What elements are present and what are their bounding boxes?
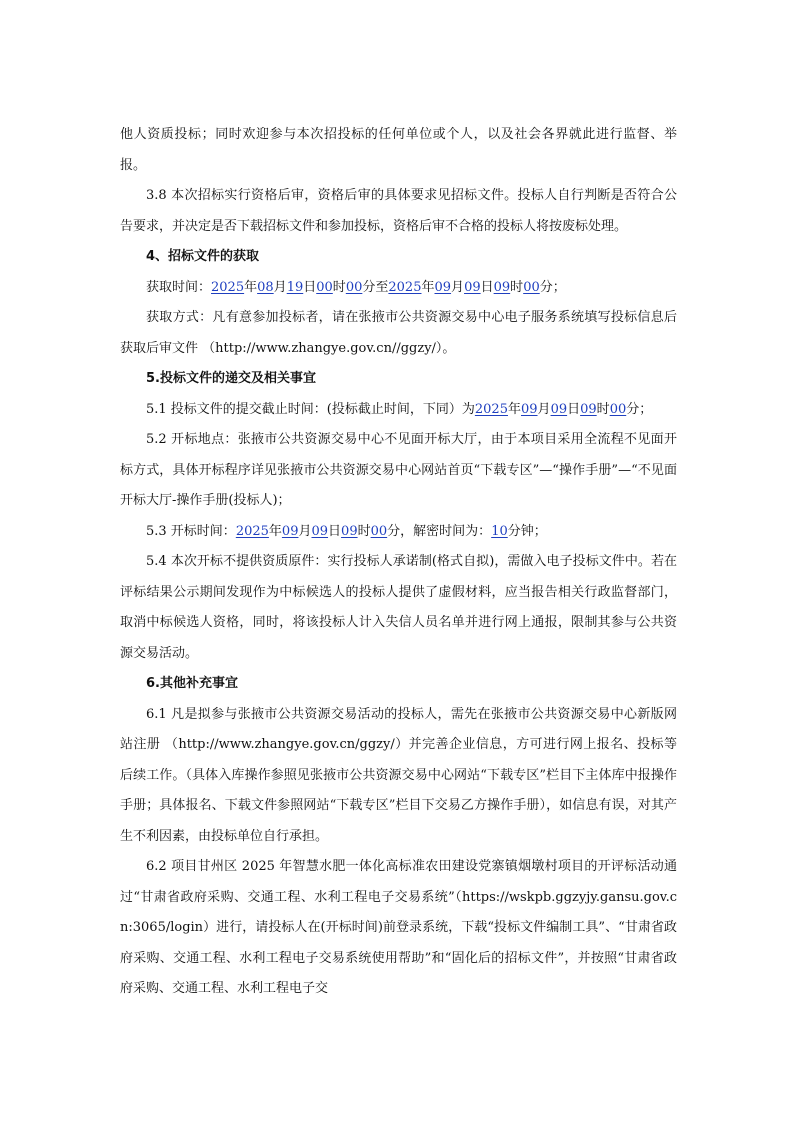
acquisition-time-label: 获取时间：	[146, 279, 212, 295]
end-month-unit: 月	[451, 279, 465, 295]
opening-month: 09	[281, 523, 299, 539]
opening-time-label: 5.3 开标时间：	[146, 523, 236, 539]
paragraph-3-8: 3.8 本次招标实行资格后审，资格后审的具体要求见招标文件。投标人自行判断是否符合公告要求，并决定是否下载招标文件和参加投标，资格后审不合格的投标人将按废标处理。	[120, 188, 677, 234]
deadline-day: 09	[550, 401, 568, 417]
deadline-label: 5.1 投标文件的提交截止时间：(投标截止时间，下同）为	[146, 401, 475, 417]
paragraph-6-1: 6.1 凡是拟参与张掖市公共资源交易活动的投标人，需先在张掖市公共资源交易中心新版网站注册 （http://www.zhangye.gov.cn/ggzy/）并完善企业信息，方可进行网上报名、投标等后续工作。（具体入库操作参照见张掖市公共资源交易中心网站“下载专区”栏目下主体库中报操作手册；具体报名、下载文件参照网站“下载专区”栏目下交易乙方操作手册），如信息有误，对其产生不利因素，由投标单位自行承担。	[120, 706, 677, 844]
opening-hour-unit: 时	[357, 523, 371, 539]
start-hour: 00	[316, 279, 333, 295]
start-minute-unit: 分	[362, 279, 376, 295]
end-minute: 00	[523, 279, 540, 295]
deadline-hour-unit: 时	[596, 401, 610, 417]
start-year: 2025	[211, 279, 245, 295]
start-month: 08	[257, 279, 274, 295]
opening-day-unit: 日	[328, 523, 342, 539]
deadline-day-unit: 日	[567, 401, 581, 417]
decryption-duration: 10	[491, 523, 508, 539]
section-heading-6: 6.其他补充事宜	[146, 676, 238, 691]
paragraph-5-3	[120, 517, 677, 548]
end-minute-unit: 分	[539, 279, 553, 295]
end-day: 09	[464, 279, 481, 295]
end-month: 09	[434, 279, 452, 295]
section-heading-5: 5.投标文件的递交及相关事宜	[146, 371, 316, 386]
end-day-unit: 日	[480, 279, 494, 295]
start-year-unit: 年	[244, 279, 258, 295]
opening-day: 09	[311, 523, 329, 539]
range-separator: 至	[375, 279, 389, 295]
paragraph-3-7-continuation: 他人资质投标；同时欢迎参与本次招投标的任何单位或个人，以及社会各界就此进行监督、举报。	[120, 127, 677, 173]
start-hour-unit: 时	[332, 279, 346, 295]
acquisition-time-end: ；	[552, 279, 566, 295]
opening-hour: 09	[341, 523, 358, 539]
paragraph-5-2: 5.2 开标地点：张掖市公共资源交易中心不见面开标大厅，由于本项目采用全流程不见面开标方式，具体开标程序详见张掖市公共资源交易中心网站首页“下载专区”—“操作手册”—“不见面开标大厅-操作手册(投标人)；	[120, 432, 677, 508]
paragraph-5-4: 5.4 本次开标不提供资质原件：实行投标人承诺制(格式自拟)，需做入电子投标文件中。若在评标结果公示期间发现作为中标候选人的投标人提供了虚假材料，应当报告相关行政监督部门，取消中标候选人资格，同时，将该投标人计入失信人员名单并进行网上通报，限制其参与公共资源交易活动。	[120, 554, 677, 661]
deadline-month: 09	[521, 401, 538, 417]
acquisition-method: 获取方式：凡有意参加投标者，请在张掖市公共资源交易中心电子服务系统填写投标信息后获取后审文件 （http://www.zhangye.gov.cn//ggzy/）。	[120, 310, 677, 356]
deadline-year: 2025	[474, 401, 508, 417]
end-year-unit: 年	[421, 279, 435, 295]
deadline-minute: 00	[609, 401, 627, 417]
deadline-hour: 09	[580, 401, 597, 417]
decryption-unit: 分钟；	[507, 523, 547, 539]
deadline-minute-unit: 分	[626, 401, 640, 417]
document-body	[120, 120, 677, 1005]
start-day-unit: 日	[303, 279, 317, 295]
start-minute: 00	[345, 279, 363, 295]
decryption-label: ，解密时间为：	[400, 523, 492, 539]
acquisition-time	[120, 273, 677, 304]
deadline-month-unit: 月	[537, 401, 551, 417]
deadline-end: ；	[639, 401, 653, 417]
section-heading-4: 4、招标文件的获取	[146, 249, 260, 264]
opening-year: 2025	[235, 523, 269, 539]
opening-minute: 00	[370, 523, 388, 539]
end-hour: 09	[493, 279, 511, 295]
end-hour-unit: 时	[510, 279, 524, 295]
opening-year-unit: 年	[268, 523, 282, 539]
opening-month-unit: 月	[298, 523, 312, 539]
opening-minute-unit: 分	[387, 523, 401, 539]
paragraph-6-2: 6.2 项目甘州区 2025 年智慧水肥一体化高标准农田建设党寨镇烟墩村项目的开评标活动通过“甘肃省政府采购、交通工程、水利工程电子交易系统”（https://wskpb.ggzyjy.gansu.gov.cn:3065/login）进行，请投标人在(开标时间)前登录系统，下载“投标文件编制工具”、“甘肃省政府采购、交通工程、水利工程电子交易系统使用帮助”和“固化后的招标文件”，并按照“甘肃省政府采购、交通工程、水利工程电子交	[120, 859, 677, 996]
start-day: 19	[286, 279, 304, 295]
paragraph-5-1	[120, 395, 677, 426]
start-month-unit: 月	[273, 279, 287, 295]
deadline-year-unit: 年	[507, 401, 521, 417]
end-year: 2025	[388, 279, 422, 295]
